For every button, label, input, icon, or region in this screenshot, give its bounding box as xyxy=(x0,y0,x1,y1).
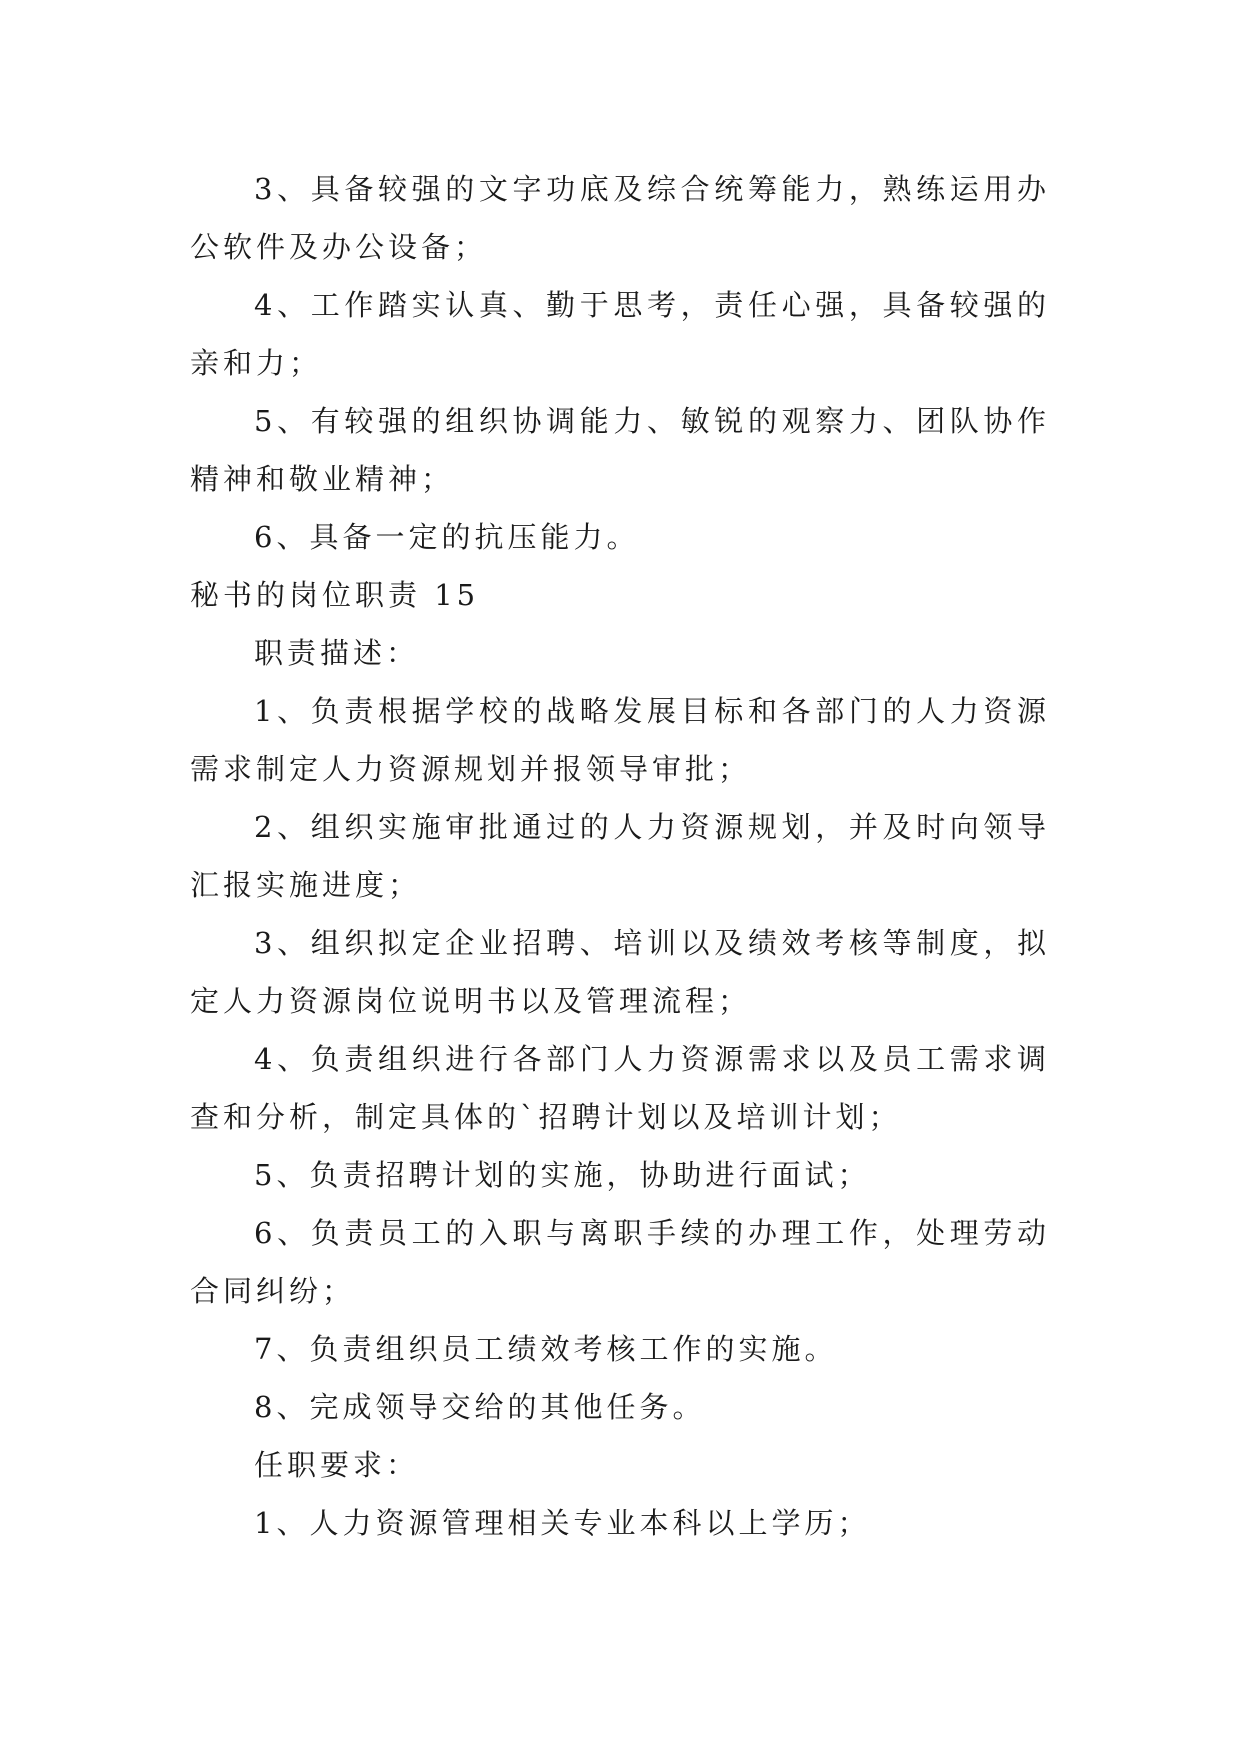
list-item: 6、具备一定的抗压能力。 xyxy=(254,520,640,554)
list-item: 1、负责根据学校的战略发展目标和各部门的人力资源 xyxy=(254,694,1050,728)
list-item: 4、负责组织进行各部门人力资源需求以及员工需求调 xyxy=(254,1042,1050,1076)
list-item: 3、具备较强的文字功底及综合统筹能力，熟练运用办 xyxy=(254,172,1050,206)
list-item: 3、组织拟定企业招聘、培训以及绩效考核等制度，拟 xyxy=(254,926,1050,960)
list-item-continuation: 查和分析，制定具体的`招聘计划以及培训计划； xyxy=(190,1100,902,1134)
list-item: 2、组织实施审批通过的人力资源规划，并及时向领导 xyxy=(254,810,1050,844)
list-item-continuation: 亲和力； xyxy=(190,346,323,380)
list-item-continuation: 汇报实施进度； xyxy=(190,868,422,902)
list-item-continuation: 精神和敬业精神； xyxy=(190,462,455,496)
list-item: 4、工作踏实认真、勤于思考，责任心强，具备较强的 xyxy=(254,288,1050,322)
list-item-continuation: 合同纠纷； xyxy=(190,1274,356,1308)
subsection-heading: 职责描述： xyxy=(254,636,420,670)
subsection-heading: 任职要求： xyxy=(254,1448,420,1482)
list-item: 5、负责招聘计划的实施，协助进行面试； xyxy=(254,1158,871,1192)
document-body xyxy=(190,160,1050,1552)
list-item-continuation: 定人力资源岗位说明书以及管理流程； xyxy=(190,984,752,1018)
list-item-continuation: 需求制定人力资源规划并报领导审批； xyxy=(190,752,752,786)
list-item: 6、负责员工的入职与离职手续的办理工作，处理劳动 xyxy=(254,1216,1050,1250)
list-item: 5、有较强的组织协调能力、敏锐的观察力、团队协作 xyxy=(254,404,1050,438)
list-item: 8、完成领导交给的其他任务。 xyxy=(254,1390,706,1424)
section-heading: 秘书的岗位职责 15 xyxy=(190,578,480,612)
list-item-continuation: 公软件及办公设备； xyxy=(190,230,488,264)
list-item: 1、人力资源管理相关专业本科以上学历； xyxy=(254,1506,871,1540)
list-item: 7、负责组织员工绩效考核工作的实施。 xyxy=(254,1332,838,1366)
